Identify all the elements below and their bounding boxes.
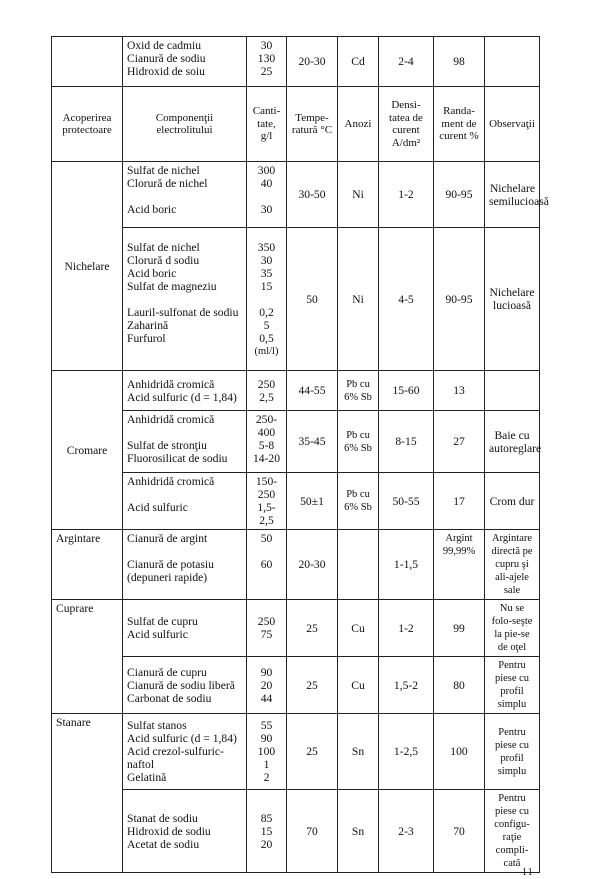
coating-label: Argintare (52, 530, 123, 600)
table-row: Anhidridă cromică Acid sulfuric 150- 250 1,5- 2,5 50±1 Pb cu 6% Sb 50-55 17 Crom dur (52, 473, 540, 530)
table-row: Cuprare Sulfat de cupru Acid sulfuric 250 75 25 Cu 1-2 99 Nu se folo-seşte la pie-se de oţel (52, 600, 540, 657)
page-number: 11 (522, 867, 534, 878)
table-row: Cianură de cupru Cianură de sodiu liberă Carbonat de sodiu 90 20 44 25 Cu 1,5-2 80 Pentru piese cu profil simplu (52, 657, 540, 714)
table-row: Anhidridă cromică Sulfat de stronţiu Fluorosilicat de sodiu 250- 400 5-8 14-20 35-45 Pb cu 6% Sb 8-15 27 Baie cu autoreglare (52, 411, 540, 473)
components-cell: Oxid de cadmiu Cianură de sodiu Hidroxid de soiu (123, 37, 247, 87)
table-row: Stanat de sodiu Hidroxid de sodiu Acetat de sodiu 85 15 20 70 Sn 2-3 70 Pentru piese cu configu-raţie compli-cată (52, 790, 540, 873)
electroplating-table (51, 36, 549, 873)
table-row: Sulfat de nichel Clorură d sodiu Acid boric Sulfat de magneziu Lauril-sulfonat de sodiu Zaharină Furfurol 350 30 35 15 0,2 5 0,5 (ml/l) 50 Ni 4-5 90-95 Nichelare lucioasă (52, 228, 540, 371)
coating-label: Nichelare (52, 162, 123, 371)
table-row: Cromare Anhidridă cromică Acid sulfuric (d = 1,84) 250 2,5 44-55 Pb cu 6% Sb 15-60 13 (52, 371, 540, 411)
table-header: Acoperirea protectoare Componenţii electrolitului Canti-tate, g/l Tempe-ratură °C Anozi Densi-tatea de curent A/dm² Randa-ment de curent % Observaţii (52, 87, 540, 162)
table-row: Argintare Cianură de argint Cianură de potasiu (depuneri rapide) 50 60 20-30 1-1,5 Argint 99,99% Argintare directă pe cupru şi ali-ajele sale (52, 530, 540, 600)
coating-label: Stanare (52, 714, 123, 873)
coating-label: Cuprare (52, 600, 123, 714)
quantity-cell: 30 130 25 (247, 37, 287, 87)
coating-label: Cromare (52, 371, 123, 530)
table-row: Stanare Sulfat stanos Acid sulfuric (d = 1,84) Acid crezol-sulfuric- naftol Gelatină 55 90 100 1 2 25 Sn 1-2,5 100 Pentru piese cu profil simplu (52, 714, 540, 790)
table-row: Oxid de cadmiu Cianură de sodiu Hidroxid de soiu 30 130 25 20-30 Cd 2-4 98 (52, 37, 540, 87)
table-row: Nichelare Sulfat de nichel Clorură de nichel Acid boric 300 40 30 30-50 Ni 1-2 90-95 Nichelare semilucioasă (52, 162, 540, 228)
